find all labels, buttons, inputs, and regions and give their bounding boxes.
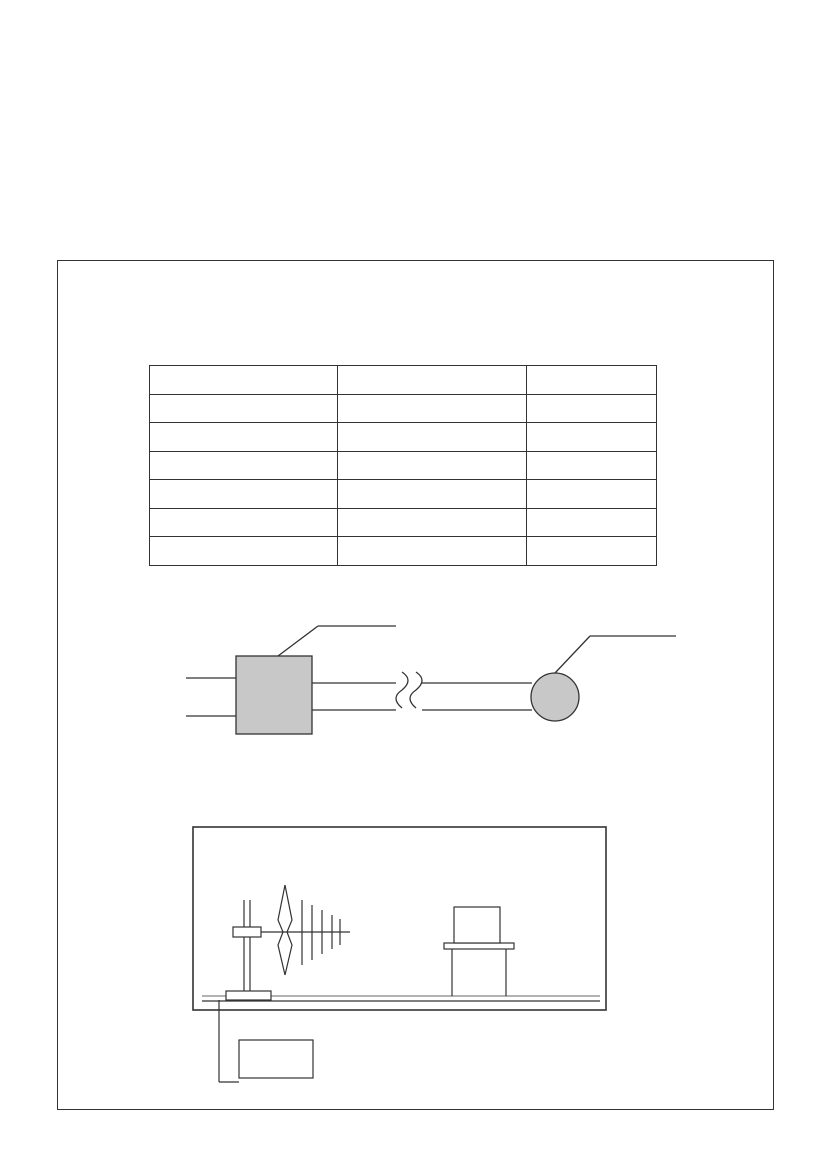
table-cell [150,423,338,452]
header-cell [338,366,527,395]
break-symbol [396,672,408,708]
connection-diagram [0,600,822,760]
mast-clamp [233,927,261,937]
table-row [150,508,657,537]
table-cell [527,480,657,509]
header-cell [150,366,338,395]
table-header-row [150,366,657,395]
sample-box [236,656,312,734]
stamp-fragment [810,555,822,705]
table-cell [338,451,527,480]
chamber-frame [193,827,606,1010]
table-cell [150,508,338,537]
table-cell [527,423,657,452]
mast-base [226,991,271,1000]
table-cell [150,537,338,566]
eut-table-top [444,943,514,949]
leader-line [555,636,590,673]
table-cell [527,508,657,537]
leader-line [278,626,318,656]
table-cell [150,480,338,509]
layout-diagram [0,820,822,1090]
table-row [150,537,657,566]
table-cell [527,394,657,423]
header-cell [527,366,657,395]
table-row [150,480,657,509]
table-row [150,451,657,480]
test-system-box [239,1040,313,1078]
equipment-table [149,365,657,566]
table-cell [150,394,338,423]
eut-box [454,907,500,943]
table-cell [338,423,527,452]
table-cell [338,537,527,566]
table-cell [150,451,338,480]
table-cell [338,480,527,509]
table-cell [338,394,527,423]
table-row [150,423,657,452]
table-cell [338,508,527,537]
load-circle [531,673,579,721]
break-symbol [410,672,422,708]
table-cell [527,537,657,566]
table-row [150,394,657,423]
table-cell [527,451,657,480]
